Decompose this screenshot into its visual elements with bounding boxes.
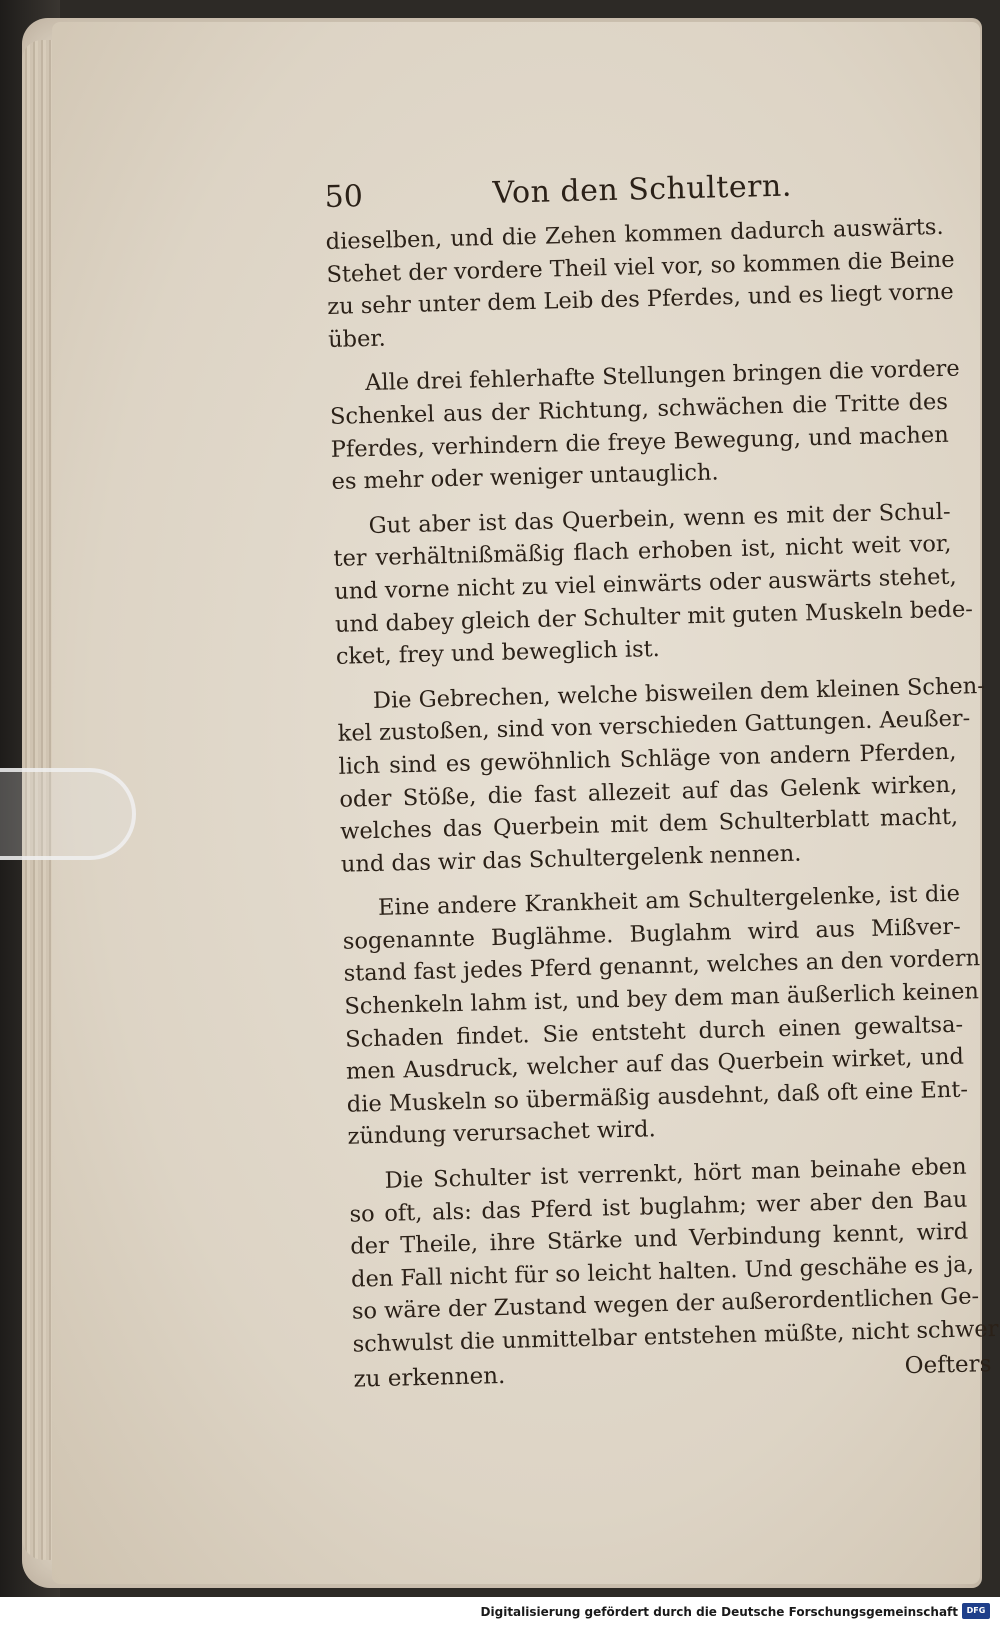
- text-line: stand fast jedes Pferd genannt, welches an den vordern: [343, 945, 981, 988]
- text-line: Schenkel aus der Richtung, schwächen die Tritte des: [329, 388, 949, 430]
- text-line: die Muskeln so übermäßig ausdehnt, daß oft eine Ent-: [346, 1076, 969, 1118]
- running-head: Von den Schultern.: [492, 168, 793, 211]
- text-line: Die Gebrechen, welche bisweilen dem kleinen Schen-: [372, 672, 986, 714]
- page-text-block: [324, 155, 999, 1397]
- text-line: Die Schulter ist verrenkt, hört man beinahe eben: [384, 1153, 967, 1194]
- text-line: und das wir das Schultergelenk nennen.: [340, 840, 802, 878]
- text-line: lich sind es gewöhnlich Schläge von andern Pferden,: [338, 738, 957, 780]
- text-line: ter verhältnißmäßig flach erhoben ist, nicht weit vor,: [333, 531, 952, 573]
- text-line: dieselben, und die Zehen kommen dadurch auswärts.: [325, 213, 944, 255]
- digitization-footer: [0, 1597, 1000, 1627]
- text-line: men Ausdruck, welcher auf das Querbein wirket, und: [345, 1043, 965, 1085]
- footer-credit: Digitalisierung gefördert durch die Deutsche Forschungsgemeinschaft: [480, 1605, 958, 1619]
- text-line: Schaden findet. Sie entsteht durch einen gewaltsa-: [344, 1011, 964, 1053]
- page-number: 50: [324, 179, 364, 215]
- text-line: Stehet der vordere Theil viel vor, so kommen die Beine: [326, 246, 955, 288]
- catchword: Oefters: [904, 1350, 992, 1379]
- text-line: der Theile, ihre Stärke und Verbindung kennt, wird: [350, 1218, 969, 1260]
- text-line: zu sehr unter dem Leib des Pferdes, und es liegt vorne: [327, 278, 954, 321]
- text-line: Schenkeln lahm ist, und bey dem man äußerlich keinen: [344, 978, 980, 1020]
- text-line: Eine andere Krankheit am Schultergelenke, ist die: [377, 880, 961, 922]
- dfg-logo: DFG: [962, 1603, 990, 1619]
- page-clip-tab: [0, 768, 136, 860]
- text-line: so oft, als: das Pferd ist buglahm; wer aber den Bau: [349, 1186, 968, 1228]
- text-line: es mehr oder weniger untauglich.: [331, 459, 719, 496]
- text-line: welches das Querbein mit dem Schulterblatt macht,: [339, 803, 959, 845]
- text-line: und vorne nicht zu viel einwärts oder auswärts stehet,: [333, 563, 957, 605]
- text-line: Pferdes, verhindern die freye Bewegung, und machen: [330, 421, 949, 463]
- text-line: Gut aber ist das Querbein, wenn es mit der Schul-: [368, 498, 951, 539]
- text-line: cket, frey und beweglich ist.: [335, 636, 661, 670]
- text-line: und dabey gleich der Schulter mit guten Muskeln bede-: [334, 595, 974, 638]
- text-line: über.: [327, 325, 387, 353]
- text-line: schwulst die unmittelbar entstehen müßte, nicht schwer: [352, 1315, 999, 1358]
- text-line: oder Stöße, die fast allezeit auf das Gelenk wirken,: [339, 771, 958, 813]
- text-line: zündung verursachet wird.: [347, 1116, 657, 1151]
- text-line: zu erkennen.: [353, 1362, 506, 1393]
- text-line: so wäre der Zustand wegen der außerordentlichen Ge-: [351, 1283, 980, 1326]
- body-text: [325, 211, 999, 1361]
- text-line: Alle drei fehlerhafte Stellungen bringen die vordere: [364, 355, 961, 397]
- text-line: kel zustoßen, sind von verschieden Gattungen. Aeußer-: [337, 705, 971, 748]
- text-line: sogenannte Buglähme. Buglahm wird aus Mißver-: [342, 913, 961, 955]
- text-line: den Fall nicht für so leicht halten. Und geschähe es ja,: [350, 1251, 975, 1293]
